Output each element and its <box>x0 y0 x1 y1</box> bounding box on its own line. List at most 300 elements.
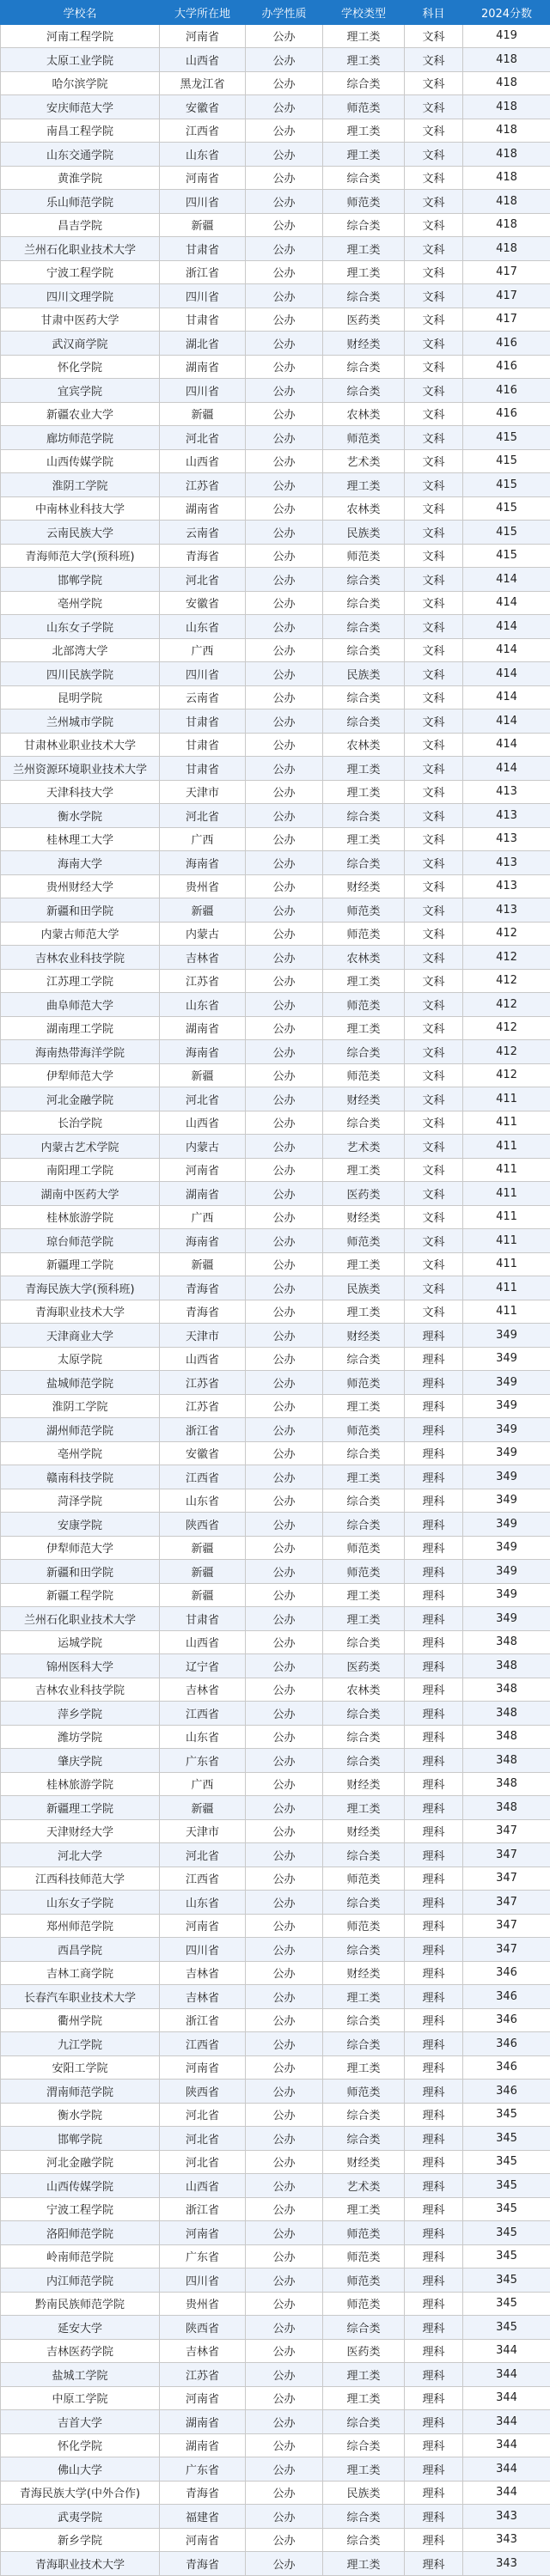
cell-ownership: 公办 <box>246 2292 323 2316</box>
cell-location: 青海省 <box>160 1300 246 1324</box>
cell-location: 广西 <box>160 1205 246 1229</box>
cell-location: 广东省 <box>160 2244 246 2268</box>
cell-subject: 理科 <box>405 1418 463 1442</box>
table-row <box>1 1300 550 1324</box>
cell-school-name: 岭南师范学院 <box>1 2244 160 2268</box>
table-row <box>1 2103 550 2127</box>
cell-ownership: 公办 <box>246 1630 323 1654</box>
cell-subject: 文科 <box>405 24 463 48</box>
cell-school-name: 山西传媒学院 <box>1 2174 160 2198</box>
table-row <box>1 473 550 497</box>
cell-ownership: 公办 <box>246 1560 323 1584</box>
cell-school-name: 兰州资源环境职业技术大学 <box>1 757 160 781</box>
cell-location: 辽宁省 <box>160 1654 246 1678</box>
cell-score: 349 <box>463 1513 550 1537</box>
cell-score: 349 <box>463 1583 550 1607</box>
cell-ownership: 公办 <box>246 2386 323 2410</box>
cell-subject: 文科 <box>405 119 463 143</box>
cell-location: 河北省 <box>160 2127 246 2151</box>
cell-location: 甘肃省 <box>160 1607 246 1631</box>
cell-ownership: 公办 <box>246 2008 323 2032</box>
cell-score: 411 <box>463 1158 550 1182</box>
cell-score: 415 <box>463 496 550 521</box>
table-row <box>1 402 550 426</box>
cell-location: 新疆 <box>160 1536 246 1560</box>
cell-location: 河南省 <box>160 2528 246 2552</box>
cell-school-type: 综合类 <box>323 166 405 190</box>
cell-subject: 文科 <box>405 1252 463 1276</box>
cell-location: 江西省 <box>160 1702 246 1726</box>
cell-school-name: 新疆和田学院 <box>1 898 160 923</box>
cell-ownership: 公办 <box>246 804 323 828</box>
cell-score: 348 <box>463 1725 550 1749</box>
cell-location: 浙江省 <box>160 1418 246 1442</box>
cell-ownership: 公办 <box>246 898 323 923</box>
cell-school-name: 武夷学院 <box>1 2505 160 2529</box>
cell-score: 348 <box>463 1678 550 1702</box>
cell-school-type: 师范类 <box>323 1229 405 1253</box>
cell-ownership: 公办 <box>246 1843 323 1867</box>
cell-score: 343 <box>463 2552 550 2576</box>
cell-school-type: 综合类 <box>323 591 405 615</box>
header-ownership: 办学性质 <box>246 1 323 25</box>
cell-ownership: 公办 <box>246 355 323 379</box>
cell-school-name: 佛山大学 <box>1 2457 160 2482</box>
cell-location: 山西省 <box>160 48 246 72</box>
cell-school-name: 太原工业学院 <box>1 48 160 72</box>
cell-score: 414 <box>463 685 550 709</box>
cell-school-name: 黔南民族师范学院 <box>1 2292 160 2316</box>
table-row <box>1 2528 550 2552</box>
cell-ownership: 公办 <box>246 2552 323 2576</box>
cell-ownership: 公办 <box>246 1819 323 1843</box>
table-row <box>1 898 550 923</box>
cell-school-type: 师范类 <box>323 922 405 946</box>
table-row <box>1 757 550 781</box>
cell-subject: 理科 <box>405 1347 463 1371</box>
cell-school-name: 山东女子学院 <box>1 615 160 639</box>
cell-score: 345 <box>463 2244 550 2268</box>
cell-school-name: 海南大学 <box>1 851 160 875</box>
cell-location: 四川省 <box>160 1938 246 1962</box>
cell-school-name: 萍乡学院 <box>1 1702 160 1726</box>
cell-ownership: 公办 <box>246 2080 323 2104</box>
table-row <box>1 2433 550 2457</box>
cell-school-name: 山西传媒学院 <box>1 449 160 473</box>
table-row <box>1 591 550 615</box>
cell-subject: 理科 <box>405 1371 463 1395</box>
cell-subject: 理科 <box>405 2528 463 2552</box>
table-row <box>1 1536 550 1560</box>
table-row <box>1 1418 550 1442</box>
cell-school-type: 医药类 <box>323 1654 405 1678</box>
cell-score: 415 <box>463 426 550 450</box>
cell-ownership: 公办 <box>246 260 323 284</box>
cell-school-name: 河北金融学院 <box>1 2150 160 2174</box>
cell-location: 四川省 <box>160 190 246 214</box>
cell-score: 411 <box>463 1182 550 1206</box>
header-school-name: 学校名 <box>1 1 160 25</box>
cell-school-name: 盐城工学院 <box>1 2363 160 2387</box>
cell-ownership: 公办 <box>246 496 323 521</box>
table-row <box>1 1016 550 1040</box>
cell-ownership: 公办 <box>246 2103 323 2127</box>
cell-ownership: 公办 <box>246 1324 323 1348</box>
cell-subject: 文科 <box>405 48 463 72</box>
cell-school-name: 安庆师范大学 <box>1 95 160 119</box>
cell-location: 海南省 <box>160 1229 246 1253</box>
cell-school-type: 师范类 <box>323 898 405 923</box>
table-row <box>1 1182 550 1206</box>
cell-ownership: 公办 <box>246 2528 323 2552</box>
cell-school-type: 理工类 <box>323 1300 405 1324</box>
cell-ownership: 公办 <box>246 1938 323 1962</box>
cell-ownership: 公办 <box>246 1182 323 1206</box>
cell-ownership: 公办 <box>246 1371 323 1395</box>
cell-score: 412 <box>463 993 550 1017</box>
cell-subject: 理科 <box>405 2127 463 2151</box>
cell-location: 青海省 <box>160 544 246 568</box>
table-row <box>1 615 550 639</box>
cell-school-type: 民族类 <box>323 2481 405 2505</box>
table-row <box>1 1513 550 1537</box>
cell-score: 343 <box>463 2528 550 2552</box>
cell-ownership: 公办 <box>246 638 323 662</box>
cell-school-name: 衡水学院 <box>1 2103 160 2127</box>
cell-school-type: 医药类 <box>323 1182 405 1206</box>
cell-location: 新疆 <box>160 1796 246 1820</box>
cell-score: 349 <box>463 1465 550 1489</box>
cell-subject: 理科 <box>405 1536 463 1560</box>
table-header-row <box>1 1 550 25</box>
cell-subject: 理科 <box>405 2505 463 2529</box>
cell-location: 河南省 <box>160 166 246 190</box>
cell-ownership: 公办 <box>246 615 323 639</box>
cell-ownership: 公办 <box>246 1891 323 1915</box>
cell-school-name: 江西科技师范大学 <box>1 1867 160 1891</box>
cell-location: 河北省 <box>160 1843 246 1867</box>
cell-score: 344 <box>463 2363 550 2387</box>
cell-location: 湖南省 <box>160 1182 246 1206</box>
cell-location: 贵州省 <box>160 874 246 898</box>
cell-school-name: 中原工学院 <box>1 2386 160 2410</box>
cell-school-name: 南昌工程学院 <box>1 119 160 143</box>
cell-ownership: 公办 <box>246 1229 323 1253</box>
cell-score: 416 <box>463 379 550 403</box>
cell-subject: 文科 <box>405 237 463 261</box>
cell-school-type: 财经类 <box>323 1961 405 1985</box>
cell-score: 346 <box>463 2055 550 2080</box>
cell-subject: 理科 <box>405 2410 463 2434</box>
cell-school-name: 贵州财经大学 <box>1 874 160 898</box>
cell-school-type: 师范类 <box>323 1371 405 1395</box>
cell-school-name: 延安大学 <box>1 2316 160 2340</box>
cell-ownership: 公办 <box>246 969 323 993</box>
cell-ownership: 公办 <box>246 1772 323 1796</box>
cell-ownership: 公办 <box>246 521 323 545</box>
table-row <box>1 1583 550 1607</box>
cell-subject: 文科 <box>405 473 463 497</box>
table-row <box>1 1111 550 1135</box>
cell-score: 346 <box>463 2080 550 2104</box>
table-row <box>1 2150 550 2174</box>
cell-subject: 理科 <box>405 1394 463 1418</box>
cell-school-type: 理工类 <box>323 237 405 261</box>
cell-location: 甘肃省 <box>160 237 246 261</box>
cell-ownership: 公办 <box>246 1135 323 1159</box>
cell-score: 345 <box>463 2221 550 2245</box>
cell-location: 青海省 <box>160 1276 246 1300</box>
cell-score: 348 <box>463 1630 550 1654</box>
cell-subject: 文科 <box>405 213 463 237</box>
table-row <box>1 1891 550 1915</box>
cell-score: 411 <box>463 1087 550 1111</box>
cell-subject: 理科 <box>405 1819 463 1843</box>
cell-location: 广西 <box>160 1772 246 1796</box>
cell-location: 浙江省 <box>160 260 246 284</box>
cell-score: 416 <box>463 332 550 356</box>
cell-location: 内蒙古 <box>160 922 246 946</box>
table-row <box>1 2268 550 2293</box>
cell-score: 349 <box>463 1536 550 1560</box>
table-row <box>1 1205 550 1229</box>
table-row <box>1 2552 550 2576</box>
cell-subject: 文科 <box>405 804 463 828</box>
table-row <box>1 969 550 993</box>
cell-location: 山西省 <box>160 1347 246 1371</box>
cell-ownership: 公办 <box>246 2457 323 2482</box>
cell-school-name: 桂林理工大学 <box>1 827 160 851</box>
cell-school-name: 怀化学院 <box>1 355 160 379</box>
cell-subject: 理科 <box>405 2386 463 2410</box>
cell-location: 河北省 <box>160 2103 246 2127</box>
cell-score: 414 <box>463 709 550 734</box>
cell-ownership: 公办 <box>246 166 323 190</box>
cell-ownership: 公办 <box>246 2150 323 2174</box>
cell-subject: 文科 <box>405 1087 463 1111</box>
cell-ownership: 公办 <box>246 733 323 757</box>
cell-school-type: 理工类 <box>323 473 405 497</box>
cell-school-name: 曲阜师范大学 <box>1 993 160 1017</box>
cell-location: 江苏省 <box>160 1371 246 1395</box>
cell-score: 417 <box>463 308 550 332</box>
cell-ownership: 公办 <box>246 190 323 214</box>
cell-ownership: 公办 <box>246 1678 323 1702</box>
cell-location: 江苏省 <box>160 969 246 993</box>
cell-school-name: 山东交通学院 <box>1 143 160 167</box>
table-row <box>1 1725 550 1749</box>
cell-location: 河南省 <box>160 1914 246 1938</box>
cell-location: 甘肃省 <box>160 733 246 757</box>
cell-school-name: 新疆工程学院 <box>1 1583 160 1607</box>
cell-school-name: 吉林农业科技学院 <box>1 1678 160 1702</box>
cell-score: 418 <box>463 71 550 95</box>
cell-school-name: 兰州城市学院 <box>1 709 160 734</box>
cell-school-type: 综合类 <box>323 1441 405 1465</box>
table-row <box>1 1796 550 1820</box>
cell-subject: 理科 <box>405 2150 463 2174</box>
cell-school-type: 理工类 <box>323 1465 405 1489</box>
cell-location: 河北省 <box>160 1087 246 1111</box>
cell-location: 江西省 <box>160 1867 246 1891</box>
table-row <box>1 1654 550 1678</box>
cell-location: 吉林省 <box>160 1961 246 1985</box>
table-row <box>1 2197 550 2221</box>
cell-subject: 文科 <box>405 827 463 851</box>
cell-school-type: 师范类 <box>323 544 405 568</box>
table-row <box>1 2481 550 2505</box>
cell-location: 河南省 <box>160 1158 246 1182</box>
cell-school-type: 理工类 <box>323 757 405 781</box>
header-school-type: 学校类型 <box>323 1 405 25</box>
table-row <box>1 1489 550 1513</box>
cell-subject: 理科 <box>405 2268 463 2293</box>
cell-school-type: 综合类 <box>323 2103 405 2127</box>
cell-subject: 理科 <box>405 1961 463 1985</box>
cell-school-type: 师范类 <box>323 2292 405 2316</box>
cell-subject: 理科 <box>405 2292 463 2316</box>
table-row <box>1 874 550 898</box>
cell-school-type: 理工类 <box>323 119 405 143</box>
table-row <box>1 1678 550 1702</box>
cell-subject: 文科 <box>405 969 463 993</box>
cell-subject: 理科 <box>405 2032 463 2056</box>
cell-school-name: 甘肃中医药大学 <box>1 308 160 332</box>
cell-ownership: 公办 <box>246 1536 323 1560</box>
cell-school-type: 综合类 <box>323 685 405 709</box>
table-row <box>1 119 550 143</box>
cell-school-type: 医药类 <box>323 308 405 332</box>
table-row <box>1 284 550 308</box>
cell-school-type: 师范类 <box>323 1536 405 1560</box>
cell-ownership: 公办 <box>246 874 323 898</box>
table-row <box>1 2410 550 2434</box>
table-row <box>1 237 550 261</box>
cell-ownership: 公办 <box>246 993 323 1017</box>
table-row <box>1 1252 550 1276</box>
cell-school-type: 综合类 <box>323 1513 405 1537</box>
cell-school-type: 财经类 <box>323 874 405 898</box>
cell-subject: 文科 <box>405 355 463 379</box>
cell-school-type: 农林类 <box>323 402 405 426</box>
cell-subject: 理科 <box>405 2221 463 2245</box>
cell-score: 415 <box>463 544 550 568</box>
table-row <box>1 1276 550 1300</box>
cell-score: 412 <box>463 922 550 946</box>
cell-school-name: 琼台师范学院 <box>1 1229 160 1253</box>
cell-score: 414 <box>463 733 550 757</box>
cell-location: 河北省 <box>160 2150 246 2174</box>
cell-ownership: 公办 <box>246 1702 323 1726</box>
cell-school-name: 黄淮学院 <box>1 166 160 190</box>
cell-location: 安徽省 <box>160 95 246 119</box>
cell-school-type: 理工类 <box>323 827 405 851</box>
cell-school-type: 理工类 <box>323 2457 405 2482</box>
table-row <box>1 24 550 48</box>
cell-school-name: 长春汽车职业技术大学 <box>1 1985 160 2009</box>
cell-location: 广东省 <box>160 2457 246 2482</box>
cell-location: 青海省 <box>160 2481 246 2505</box>
cell-school-type: 师范类 <box>323 95 405 119</box>
cell-location: 山东省 <box>160 993 246 1017</box>
cell-school-type: 综合类 <box>323 851 405 875</box>
cell-score: 347 <box>463 1914 550 1938</box>
cell-school-name: 淮阴工学院 <box>1 1394 160 1418</box>
cell-school-name: 赣南科技学院 <box>1 1465 160 1489</box>
cell-school-type: 师范类 <box>323 2268 405 2293</box>
cell-ownership: 公办 <box>246 2410 323 2434</box>
cell-school-type: 理工类 <box>323 48 405 72</box>
cell-ownership: 公办 <box>246 213 323 237</box>
header-score-2024: 2024分数 <box>463 1 550 25</box>
table-row <box>1 2055 550 2080</box>
cell-ownership: 公办 <box>246 709 323 734</box>
cell-ownership: 公办 <box>246 2244 323 2268</box>
cell-school-name: 昆明学院 <box>1 685 160 709</box>
table-row <box>1 190 550 214</box>
cell-subject: 理科 <box>405 2339 463 2363</box>
cell-score: 419 <box>463 24 550 48</box>
cell-school-name: 锦州医科大学 <box>1 1654 160 1678</box>
table-row <box>1 1135 550 1159</box>
table-row <box>1 2080 550 2104</box>
cell-location: 新疆 <box>160 1252 246 1276</box>
cell-school-name: 内江师范学院 <box>1 2268 160 2293</box>
cell-location: 内蒙古 <box>160 1135 246 1159</box>
cell-school-type: 理工类 <box>323 24 405 48</box>
cell-school-type: 综合类 <box>323 2032 405 2056</box>
cell-ownership: 公办 <box>246 1867 323 1891</box>
cell-school-name: 河北大学 <box>1 1843 160 1867</box>
cell-subject: 文科 <box>405 426 463 450</box>
cell-school-name: 内蒙古师范大学 <box>1 922 160 946</box>
cell-score: 344 <box>463 2386 550 2410</box>
cell-ownership: 公办 <box>246 2174 323 2198</box>
cell-location: 吉林省 <box>160 1985 246 2009</box>
cell-school-name: 南阳理工学院 <box>1 1158 160 1182</box>
cell-location: 安徽省 <box>160 591 246 615</box>
table-row <box>1 1702 550 1726</box>
cell-score: 344 <box>463 2433 550 2457</box>
cell-ownership: 公办 <box>246 2127 323 2151</box>
cell-score: 345 <box>463 2316 550 2340</box>
cell-subject: 理科 <box>405 1891 463 1915</box>
cell-school-name: 青海职业技术大学 <box>1 2552 160 2576</box>
cell-subject: 文科 <box>405 190 463 214</box>
table-row <box>1 709 550 734</box>
table-row <box>1 1914 550 1938</box>
cell-score: 345 <box>463 2103 550 2127</box>
cell-ownership: 公办 <box>246 757 323 781</box>
cell-school-type: 师范类 <box>323 2080 405 2104</box>
cell-subject: 理科 <box>405 1560 463 1584</box>
table-row <box>1 449 550 473</box>
cell-score: 349 <box>463 1394 550 1418</box>
cell-school-type: 综合类 <box>323 2505 405 2529</box>
cell-location: 山东省 <box>160 1725 246 1749</box>
cell-location: 四川省 <box>160 379 246 403</box>
cell-school-type: 师范类 <box>323 1867 405 1891</box>
table-row <box>1 355 550 379</box>
cell-school-type: 民族类 <box>323 662 405 686</box>
cell-school-type: 医药类 <box>323 2339 405 2363</box>
cell-ownership: 公办 <box>246 1654 323 1678</box>
table-row <box>1 260 550 284</box>
cell-school-name: 吉林工商学院 <box>1 1961 160 1985</box>
cell-subject: 理科 <box>405 2080 463 2104</box>
cell-ownership: 公办 <box>246 2055 323 2080</box>
cell-ownership: 公办 <box>246 851 323 875</box>
